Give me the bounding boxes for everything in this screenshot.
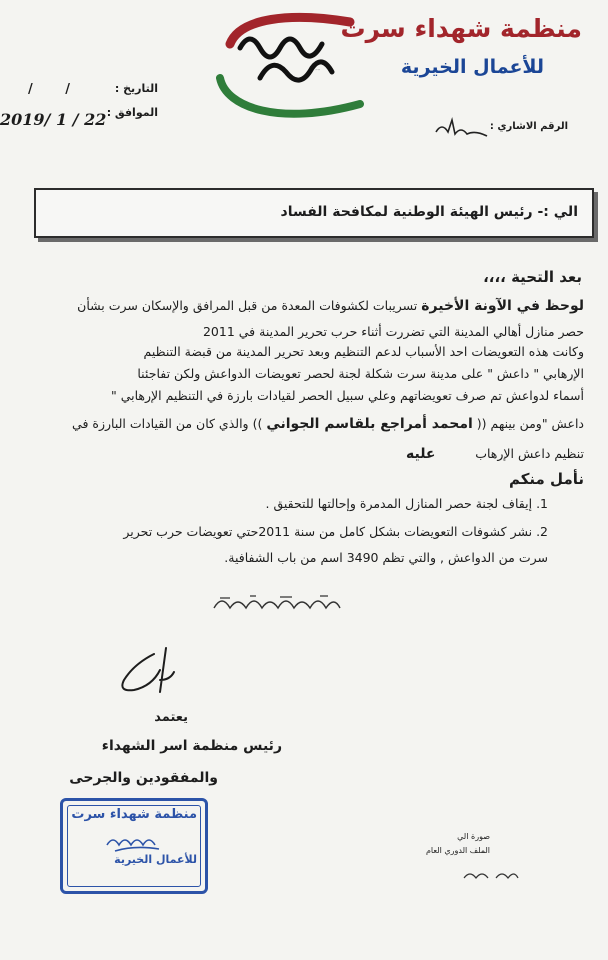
- request-heading: نأمل منكم: [508, 470, 584, 488]
- copies-block: [426, 830, 490, 858]
- body-line-1: [24, 296, 584, 316]
- item-1-number: 1: [540, 496, 548, 511]
- copies-general-file: الملف الدوري العام: [425, 846, 490, 855]
- line6-end: )) والذي كان من القيادات البارزة في: [72, 416, 263, 431]
- greeting: بعد التحية ،،،،: [483, 268, 582, 286]
- line7-bold: عليه: [405, 446, 436, 462]
- date-row: [0, 82, 160, 106]
- closing-calligraphy: [210, 588, 360, 616]
- request-item-2-continued: سرت من الدواعش , والتي تظم 3490 اسم من باب الشفافية.: [224, 550, 548, 565]
- org-subtitle: للأعمال الخيرية: [400, 56, 544, 78]
- handwritten-copy-note: [462, 866, 522, 884]
- addressee-text: الي :- رئيس الهيئة الوطنية لمكافحة الفساد: [280, 204, 578, 220]
- body-line-3: وكانت هذه التعويضات احد الأسباب لدعم التنظيم وبعد تحرير المدينة من قبضة التنظيم: [143, 344, 584, 359]
- signature: [110, 640, 190, 700]
- item-2-number: 2: [540, 524, 548, 539]
- addressee-box: [34, 188, 594, 238]
- date-slashes: / /: [28, 82, 85, 97]
- body-line-4: الإرهابي " داعش " على مدينة سرت شكلة لجنة لحصر تعويضات الدواعش ولكن تفاجئنا: [137, 366, 584, 381]
- org-title: منظمة شهداء سرت: [340, 14, 582, 43]
- body-line-6: [24, 414, 584, 434]
- stamp-line-1: منظمة شهداء سرت: [71, 807, 197, 822]
- request-item-1: 1. إيقاف لجنة حصر المنازل المدمرة وإحالتها للتحقيق .: [265, 496, 548, 511]
- date-label: التاريخ :: [114, 82, 158, 95]
- approval-label: يعتمد: [154, 710, 188, 725]
- stamp-calligraphy: [105, 831, 163, 853]
- body-line-5: أسماء لدواعش تم صرف تعويضاتهم وعلي سبيل الحصر لقيادات بارزة في التنظيم الإرهابي ": [110, 388, 584, 403]
- organization-stamp: [60, 798, 208, 894]
- handwritten-date: 2019/ 1 / 22: [0, 110, 107, 129]
- body-line-2: حصر منازل أهالي المدينة التي تضررت أثناء حرب تحرير المدينة في 2011: [202, 324, 584, 339]
- hijri-label: الموافق :: [106, 106, 158, 119]
- reference-number-label: الرقم الاشاري :: [489, 121, 568, 132]
- date-block: [0, 82, 160, 130]
- named-person: امحمد أمراجع بلقاسم الجواني: [266, 416, 473, 432]
- body-line-7: [24, 444, 584, 464]
- line1-text: تسريبات لكشوفات المعدة من قبل المرافق والإسكان سرت بشأن: [77, 298, 418, 313]
- hijri-row: [0, 106, 160, 130]
- signer-title-line-2: والمفقودين والجرحى: [69, 770, 218, 786]
- line7-start: تنظيم داعش الإرهاب: [475, 446, 584, 461]
- item-2-text: نشر كشوفات التعويضات بشكل كامل من سنة 2011حتي تعويضات حرب تحرير: [123, 524, 533, 539]
- request-item-2: 2. نشر كشوفات التعويضات بشكل كامل من سنة 2011حتي تعويضات حرب تحرير: [123, 524, 548, 539]
- lead-bold-text: لوحظ في الآونة الأخيرة: [421, 298, 584, 314]
- handwritten-reference: [434, 116, 504, 140]
- item-1-text: إيقاف لجنة حصر المنازل المدمرة وإحالتها للتحقيق .: [265, 496, 533, 511]
- logo-text: شهداء سرت: [314, 70, 320, 71]
- organization-logo: [200, 8, 390, 128]
- copies-label: صورة الي: [457, 832, 490, 841]
- line6-start: داعش "ومن بينهم ((: [476, 416, 584, 431]
- signer-title-line-1: رئيس منظمة اسر الشهداء: [101, 738, 282, 754]
- stamp-line-2: للأعمال الخيرية: [114, 853, 197, 866]
